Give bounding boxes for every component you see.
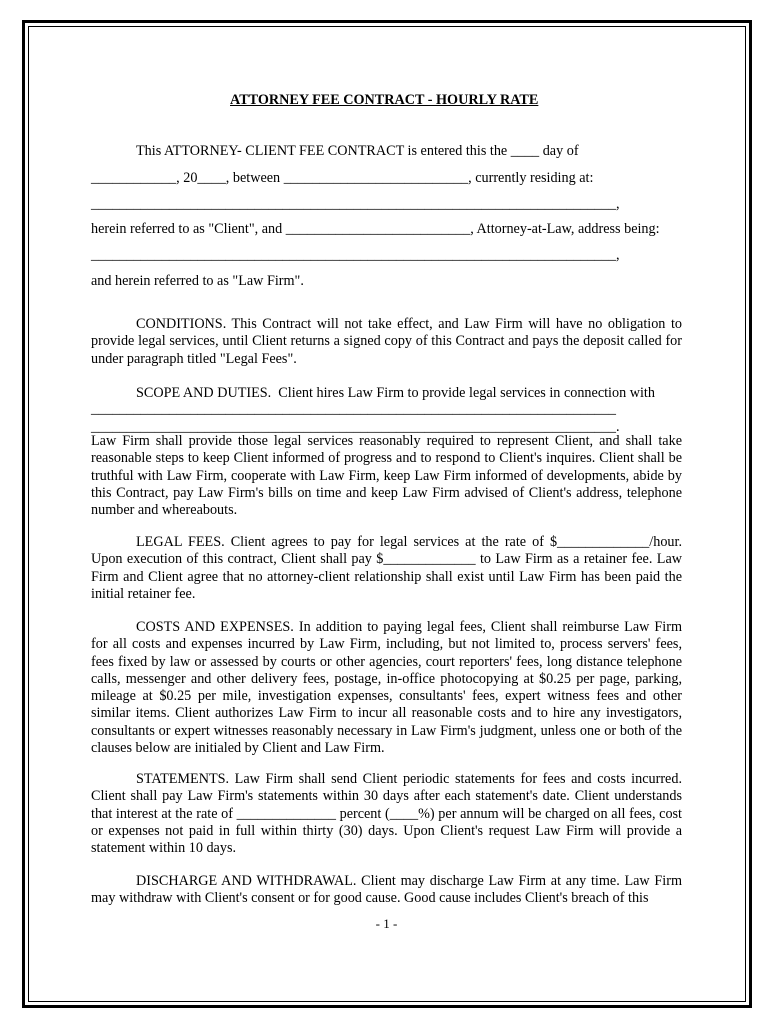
discharge-paragraph: DISCHARGE AND WITHDRAWAL. Client may discharge Law Firm at any time. Law Firm may withdraw with Client's consent or for good cause. Good cause includes Client's breach of this [91,873,682,907]
scope-blank-line-2: __________________________________________________________________________. [91,419,620,435]
intro-line-3: __________________________________________________________________________, [91,196,620,212]
intro-line-6: and herein referred to as "Law Firm". [91,273,304,289]
intro-line-5: __________________________________________________________________________, [91,247,620,263]
intro-line-2: ____________, 20____, between __________________________, currently residing at: [91,170,594,186]
costs-paragraph: COSTS AND EXPENSES. In addition to paying legal fees, Client shall reimburse Law Firm for all costs and expenses incurred by Law Firm, including, but not limited to, process servers' fees, fees fixed by law or assessed by courts or other agencies, court reporters' fees, long distance telephone calls, messenger and other delivery fees, postage, in-office photocopying at $0.25 per page, parking, mileage at $0.25 per mile, investigation expenses, consultants' fees, expert witness fees and other similar items. Client authorizes Law Firm to incur all reasonable costs and to hire any investigators, consultants or expert witnesses reasonably necessary in Law Firm's judgment, unless one or both of the clauses below are initialed by Client and Law Firm. [91,619,682,757]
legal-fees-paragraph: LEGAL FEES. Client agrees to pay for legal services at the rate of $_____________/hour. Upon execution of this contract, Client shall pay $_____________ to Law Firm as a retainer fee. Law Firm and Client agree that no attorney-client relationship shall exist until Law Firm has been paid the initial retainer fee. [91,534,682,602]
page-number: - 1 - [375,916,398,931]
conditions-paragraph: CONDITIONS. This Contract will not take effect, and Law Firm will have no obligation to provide legal services, until Client returns a signed copy of this Contract and pays the deposit called for under paragraph titled "Legal Fees". [91,316,682,367]
intro-line-4: herein referred to as "Client", and __________________________, Attorney-at-Law, address being: [91,221,660,237]
intro-line-1: This ATTORNEY- CLIENT FEE CONTRACT is entered this the ____ day of [136,143,579,159]
scope-heading-line: SCOPE AND DUTIES. Client hires Law Firm to provide legal services in connection with [136,385,655,401]
document-title: ATTORNEY FEE CONTRACT - HOURLY RATE [230,92,539,108]
scope-paragraph: Law Firm shall provide those legal services reasonably required to represent Client, and shall take reasonable steps to keep Client informed of progress and to respond to Client's inquires. Client shall be truthful with Law Firm, cooperate with Law Firm, keep Law Firm informed of developments, abide by this Contract, pay Law Firm's bills on time and keep Law Firm advised of Client's address, telephone number and whereabouts. [91,433,682,519]
scope-blank-line-1: __________________________________________________________________________ [91,401,616,417]
statements-paragraph: STATEMENTS. Law Firm shall send Client periodic statements for fees and costs incurred. Client shall pay Law Firm's statements within 30 days after each statement's date. Client understands that interest at the rate of ______________ percent (____%) per annum will be charged on all fees, cost or expenses not paid in full within thirty (30) days. Upon Client's request Law Firm will provide a statement within 10 days. [91,771,682,857]
